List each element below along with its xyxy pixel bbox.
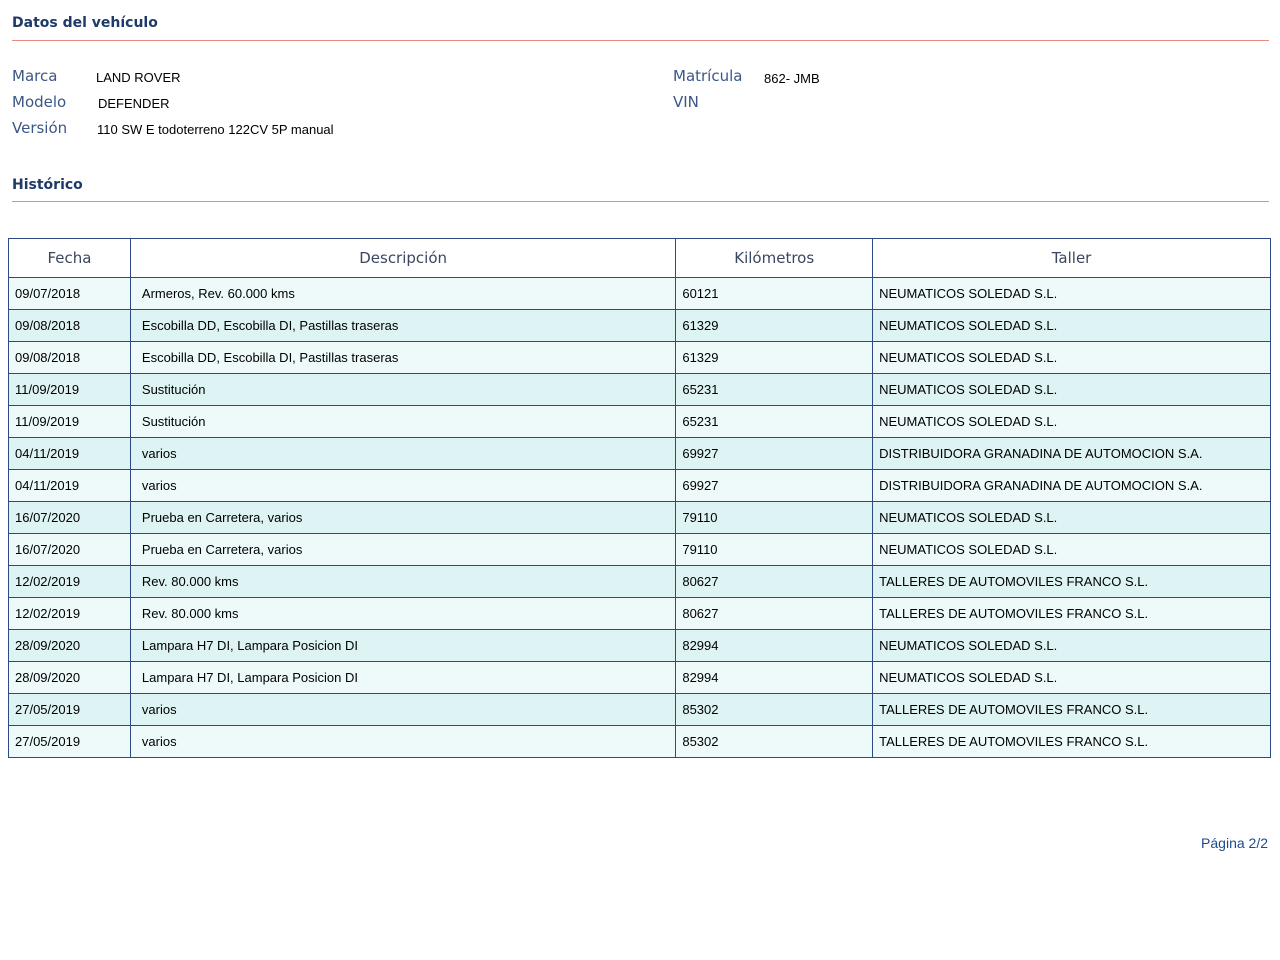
cell-kilometros: 85302	[676, 694, 873, 726]
modelo-label: Modelo	[12, 93, 67, 111]
cell-kilometros: 80627	[676, 566, 873, 598]
history-section-divider	[12, 201, 1269, 202]
cell-kilometros: 79110	[676, 502, 873, 534]
version-value: 110 SW E todoterreno 122CV 5P manual	[97, 122, 334, 137]
table-row	[9, 374, 1271, 406]
cell-kilometros: 65231	[676, 374, 873, 406]
cell-fecha: 04/11/2019	[9, 438, 131, 470]
column-header-kilometros: Kilómetros	[676, 239, 873, 278]
cell-fecha: 11/09/2019	[9, 406, 131, 438]
column-header-fecha: Fecha	[9, 239, 131, 278]
cell-kilometros: 65231	[676, 406, 873, 438]
cell-descripcion: Armeros, Rev. 60.000 kms	[130, 278, 675, 310]
cell-kilometros: 61329	[676, 342, 873, 374]
cell-descripcion: Escobilla DD, Escobilla DI, Pastillas traseras	[130, 310, 675, 342]
cell-kilometros: 82994	[676, 630, 873, 662]
table-row	[9, 278, 1271, 310]
cell-descripcion: Sustitución	[130, 406, 675, 438]
page-number: Página 2/2	[1201, 835, 1268, 851]
cell-descripcion: Rev. 80.000 kms	[130, 566, 675, 598]
column-header-descripcion: Descripción	[130, 239, 675, 278]
cell-fecha: 09/08/2018	[9, 310, 131, 342]
cell-taller: DISTRIBUIDORA GRANADINA DE AUTOMOCION S.A.	[873, 470, 1271, 502]
cell-fecha: 09/07/2018	[9, 278, 131, 310]
cell-taller: DISTRIBUIDORA GRANADINA DE AUTOMOCION S.A.	[873, 438, 1271, 470]
cell-descripcion: Sustitución	[130, 374, 675, 406]
cell-taller: TALLERES DE AUTOMOVILES FRANCO S.L.	[873, 694, 1271, 726]
table-row	[9, 726, 1271, 758]
matricula-label: Matrícula	[673, 67, 743, 85]
cell-taller: NEUMATICOS SOLEDAD S.L.	[873, 342, 1271, 374]
cell-taller: TALLERES DE AUTOMOVILES FRANCO S.L.	[873, 598, 1271, 630]
cell-kilometros: 80627	[676, 598, 873, 630]
column-header-taller: Taller	[873, 239, 1271, 278]
cell-descripcion: Escobilla DD, Escobilla DI, Pastillas traseras	[130, 342, 675, 374]
history-section-title: Histórico	[12, 177, 83, 193]
cell-descripcion: varios	[130, 726, 675, 758]
cell-descripcion: Prueba en Carretera, varios	[130, 534, 675, 566]
cell-kilometros: 79110	[676, 534, 873, 566]
table-row	[9, 502, 1271, 534]
table-row	[9, 470, 1271, 502]
table-row	[9, 694, 1271, 726]
version-label: Versión	[12, 119, 68, 137]
cell-kilometros: 69927	[676, 470, 873, 502]
cell-descripcion: varios	[130, 694, 675, 726]
cell-fecha: 27/05/2019	[9, 726, 131, 758]
cell-kilometros: 60121	[676, 278, 873, 310]
cell-fecha: 11/09/2019	[9, 374, 131, 406]
history-table	[8, 238, 1271, 758]
cell-taller: NEUMATICOS SOLEDAD S.L.	[873, 630, 1271, 662]
cell-descripcion: Lampara H7 DI, Lampara Posicion DI	[130, 630, 675, 662]
cell-fecha: 12/02/2019	[9, 598, 131, 630]
matricula-value: 862- JMB	[764, 71, 820, 86]
cell-descripcion: Prueba en Carretera, varios	[130, 502, 675, 534]
cell-fecha: 28/09/2020	[9, 662, 131, 694]
table-row	[9, 566, 1271, 598]
cell-taller: NEUMATICOS SOLEDAD S.L.	[873, 278, 1271, 310]
marca-label: Marca	[12, 67, 58, 85]
cell-kilometros: 69927	[676, 438, 873, 470]
cell-fecha: 16/07/2020	[9, 502, 131, 534]
cell-descripcion: varios	[130, 470, 675, 502]
cell-fecha: 04/11/2019	[9, 470, 131, 502]
cell-taller: NEUMATICOS SOLEDAD S.L.	[873, 662, 1271, 694]
cell-descripcion: Lampara H7 DI, Lampara Posicion DI	[130, 662, 675, 694]
table-row	[9, 630, 1271, 662]
table-row	[9, 598, 1271, 630]
table-row	[9, 406, 1271, 438]
cell-kilometros: 82994	[676, 662, 873, 694]
cell-taller: NEUMATICOS SOLEDAD S.L.	[873, 502, 1271, 534]
cell-fecha: 27/05/2019	[9, 694, 131, 726]
table-row	[9, 310, 1271, 342]
vehicle-section-divider	[12, 40, 1269, 41]
cell-fecha: 16/07/2020	[9, 534, 131, 566]
marca-value: LAND ROVER	[96, 70, 181, 85]
vin-label: VIN	[673, 93, 699, 111]
cell-kilometros: 85302	[676, 726, 873, 758]
table-row	[9, 534, 1271, 566]
cell-taller: NEUMATICOS SOLEDAD S.L.	[873, 406, 1271, 438]
table-header-row	[9, 239, 1271, 278]
table-row	[9, 438, 1271, 470]
vehicle-section-title: Datos del vehículo	[12, 15, 158, 31]
cell-taller: NEUMATICOS SOLEDAD S.L.	[873, 310, 1271, 342]
table-row	[9, 662, 1271, 694]
cell-descripcion: varios	[130, 438, 675, 470]
cell-fecha: 09/08/2018	[9, 342, 131, 374]
cell-kilometros: 61329	[676, 310, 873, 342]
cell-fecha: 28/09/2020	[9, 630, 131, 662]
table-row	[9, 342, 1271, 374]
cell-taller: NEUMATICOS SOLEDAD S.L.	[873, 534, 1271, 566]
cell-taller: TALLERES DE AUTOMOVILES FRANCO S.L.	[873, 566, 1271, 598]
cell-taller: TALLERES DE AUTOMOVILES FRANCO S.L.	[873, 726, 1271, 758]
cell-fecha: 12/02/2019	[9, 566, 131, 598]
cell-taller: NEUMATICOS SOLEDAD S.L.	[873, 374, 1271, 406]
cell-descripcion: Rev. 80.000 kms	[130, 598, 675, 630]
modelo-value: DEFENDER	[98, 96, 170, 111]
